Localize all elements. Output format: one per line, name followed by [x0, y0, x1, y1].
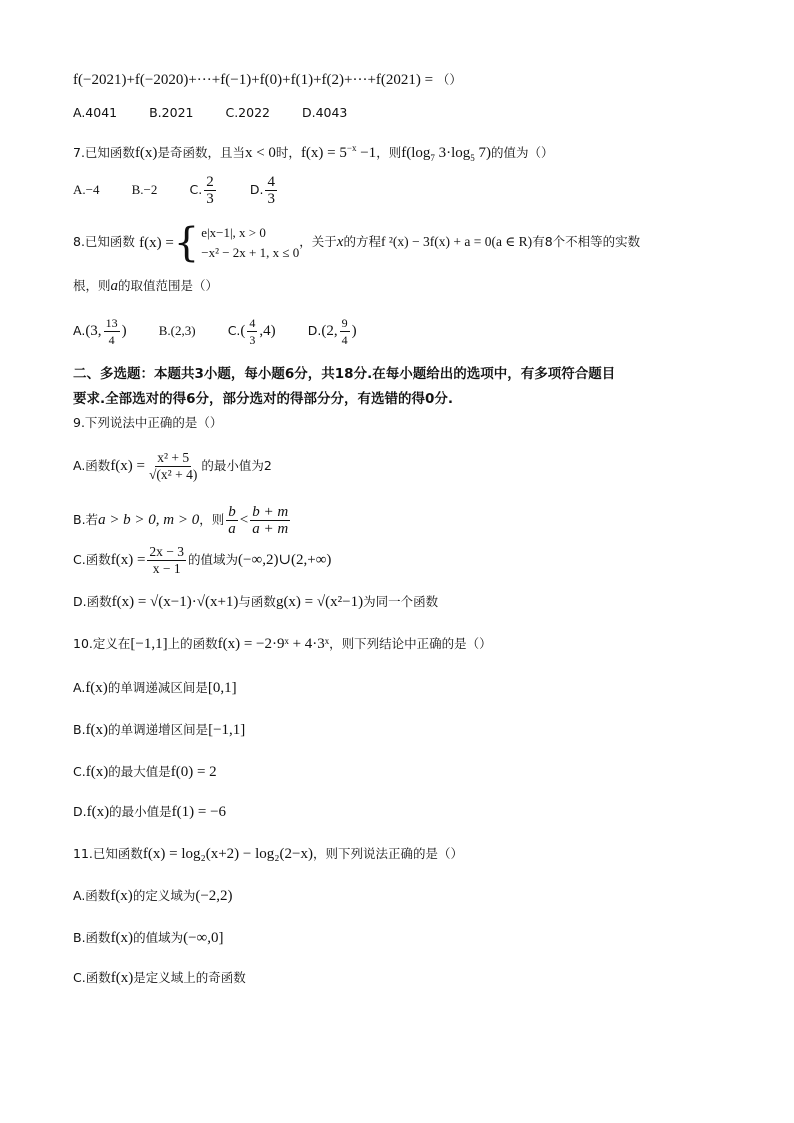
q8-var-a: a [110, 278, 119, 294]
q7-def: $f(x) = 5^{-x} -1$ [300, 143, 377, 161]
q6-option-c: C.2022 [225, 105, 270, 120]
q11-option-b: B.函数f(x)的值域为(−∞,0] [73, 930, 224, 946]
q9-option-d: D.函数f(x) = √(x−1)·√(x+1)与函数g(x) = √(x²−1)为同一个函数 [73, 594, 439, 610]
q7-stem [73, 138, 554, 168]
q9-option-a: A.函数f(x) = $\frac{\text{x² + 5}}{\text{√(x² + 4)}}$ 的最小值为2 [73, 450, 272, 482]
q10-option-b: B.f(x)的单调递增区间是[−1,1] [73, 722, 246, 738]
q6-options [73, 103, 375, 123]
q8-mid: ，关于 [299, 234, 337, 249]
q7-option-b: B.−2 [131, 182, 158, 197]
q7-ask: $f(\log_7$ $3\cdot\log_5$ 7) [401, 145, 492, 163]
q8-stem-line2: 根，则a的取值范围是（） [73, 278, 219, 294]
q8-option-c: C.( $\frac{4}{3}$ ,4) [227, 316, 276, 347]
q10-option-a: A.f(x)的单调递减区间是[0,1] [73, 680, 237, 696]
q7-prefix: 7.已知函数 [73, 145, 135, 160]
q8-option-d: D.(2, $\frac{9}{4}$ ) [307, 316, 357, 347]
q8-prefix: 8.已知函数 [73, 234, 135, 249]
q6-option-b: B.2021 [149, 105, 194, 120]
q7-mid2: 时， [275, 145, 301, 160]
q8-stem [73, 219, 641, 266]
section2-heading-line1: 二、多选题：本题共3小题，每小题6分，共18分.在每小题给出的选项中，有多项符合题目 [73, 366, 616, 382]
q10-option-c: C.f(x)的最大值是f(0) = 2 [73, 764, 217, 780]
q7-option-a: A.−4 [73, 182, 100, 197]
q11-option-a: A.函数f(x)的定义域为(−2,2) [73, 888, 233, 904]
q6-expression: f(−2021)+f(−2020)+···+f(−1)+f(0)+f(1)+f(2)+···+f(2021) = [73, 72, 437, 88]
q7-option-c: C. $\frac{2}{3}$ [189, 174, 214, 207]
q6-option-a: A.4041 [73, 105, 118, 120]
q8-case-1: e|x−1|, x > 0 [201, 224, 266, 240]
q7-mid1: 是奇函数，且当 [157, 145, 245, 160]
q8-option-a: A.(3, $\frac{13}{4}$ ) [73, 316, 127, 347]
q7-option-d: D. $\frac{4}{3}$ [249, 174, 275, 207]
q8-piecewise: f(x) = { e|x−1|, x > 0 −x² − 2x + 1, x ≤ 0 [139, 219, 300, 266]
q8-var: x [336, 234, 344, 250]
q11-option-c: C.函数f(x)是定义域上的奇函数 [73, 970, 246, 986]
q7-suffix: 的值为（） [491, 145, 554, 160]
section2-heading-line2: 要求.全部选对的得6分，部分选对的得部分分，有选错的得0分. [73, 391, 454, 407]
q7-mid3: ，则 [376, 145, 402, 160]
q8-option-b: B.(2,3) [158, 323, 196, 338]
q6-expression-line [73, 70, 462, 91]
q8-mid2: 的方程 [343, 234, 381, 249]
q9-option-b: B.若a > b > 0, m > 0，则 $\frac{b}{a}$ < $\frac{b + m}{a + m}$ [73, 504, 289, 537]
q9-option-c: C.函数f(x) = $\frac{2x - 3}{x - 1}$ 的值域为(−∞,2)∪(2,+∞) [73, 544, 332, 576]
q6-blank: （） [436, 72, 462, 87]
q10-stem: 10.定义在[−1,1]上的函数f(x) = −2·9ˣ + 4·3ˣ，则下列结论中正确的是（） [73, 636, 492, 652]
q7-cond: x < 0 [244, 145, 276, 161]
q8-suffix: 有8个不相等的实数 [532, 234, 641, 249]
q8-case-2: −x² − 2x + 1, x ≤ 0 [201, 244, 300, 260]
q8-options [73, 312, 385, 351]
q10-option-d: D.f(x)的最小值是f(1) = −6 [73, 804, 227, 820]
q7-options [73, 172, 307, 209]
q8-equation: f ²(x) − 3f(x) + a = 0(a ∈ R) [380, 234, 533, 249]
q11-stem: 11.已知函数f(x) = log₂(x+2) − log₂(2−x)，则下列说法正确的是（） [73, 846, 464, 862]
q6-option-d: D.4043 [301, 105, 348, 120]
q9-stem: 9.下列说法中正确的是（） [73, 415, 223, 430]
q7-fx: f(x) [134, 145, 158, 161]
